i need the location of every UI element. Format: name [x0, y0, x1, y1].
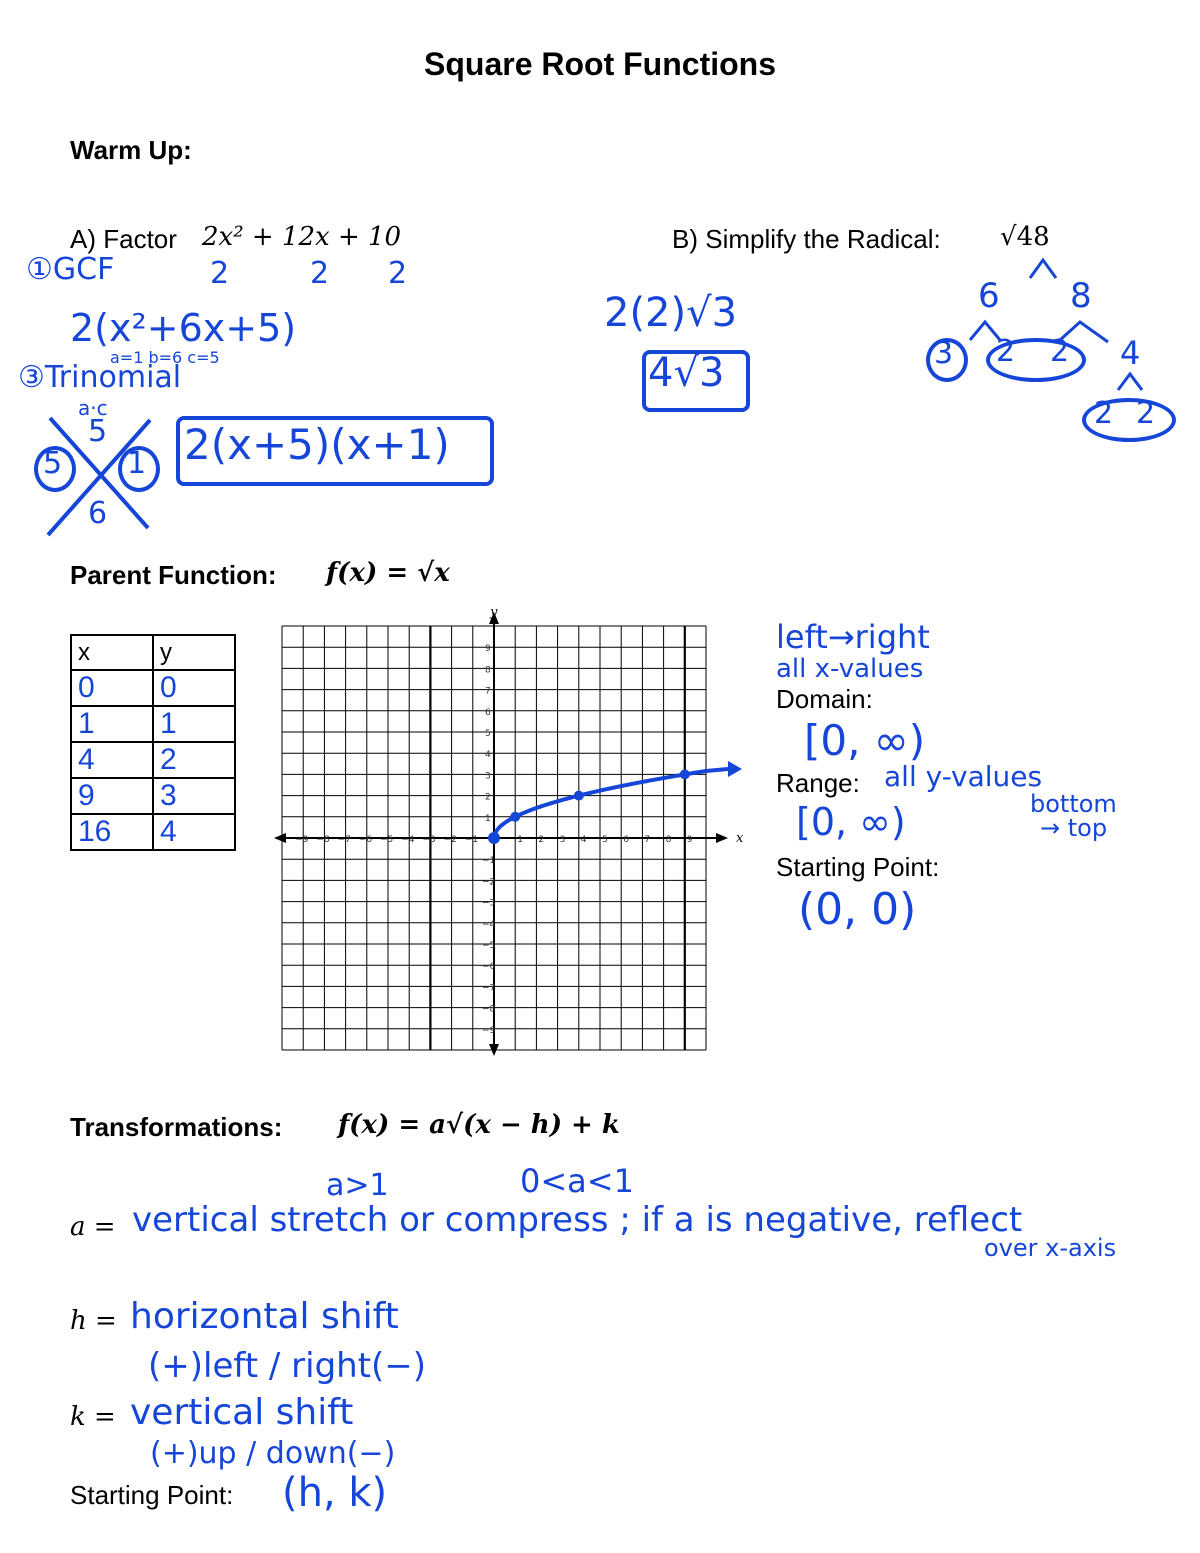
hw-range-note-2: bottom [1030, 790, 1117, 818]
x-tick-label: −5 [380, 835, 394, 845]
y-tick-label: −3 [482, 898, 496, 909]
hw-range-note: all y-values [884, 760, 1043, 793]
x-tick-label: 1 [517, 835, 523, 845]
data-point [574, 791, 584, 801]
x-axis-arrow [716, 833, 728, 843]
tree-factor-8: 8 [1070, 276, 1092, 316]
table-cell: 16 [71, 814, 153, 850]
hw-k-description: vertical shift [130, 1392, 354, 1433]
y-tick-label: −6 [482, 962, 496, 973]
a-label: a = [70, 1212, 116, 1242]
data-point [510, 812, 520, 822]
hw-gcf-result: 2(x²+6x+5) [70, 306, 297, 350]
hw-factored-answer: 2(x+5)(x+1) [184, 420, 450, 469]
problem-b-expression: √48 [1000, 222, 1050, 252]
hw-ac-label: a·c [78, 396, 108, 420]
x-tick-label: −8 [316, 835, 330, 845]
curve-arrowhead [728, 761, 742, 777]
hw-range-value: [0, ∞) [796, 800, 906, 844]
hw-k-description-2: (+)up / down(−) [150, 1436, 396, 1471]
hw-a-greater-1: a>1 [326, 1168, 389, 1203]
hw-radical-work: 2(2)√3 [604, 290, 738, 336]
hw-abc-values: a=1 b=6 c=5 [110, 348, 220, 367]
x-axis-arrow-left [274, 833, 286, 843]
hw-a-description: vertical stretch or compress ; if a is negative, reflect [132, 1200, 1023, 1240]
hw-h-description-2: (+)left / right(−) [148, 1346, 427, 1386]
x-tick-label: −6 [358, 835, 373, 845]
starting-point-label: Starting Point: [776, 852, 940, 882]
hw-x-right: 1 [127, 446, 147, 481]
problem-a-expression: 2x² + 12x + 10 [202, 222, 402, 252]
x-tick-label: 7 [644, 835, 651, 845]
table-cell: 0 [71, 670, 153, 706]
tree-factor-2b: 2 [1050, 334, 1070, 369]
problem-b-label: B) Simplify the Radical: [672, 224, 941, 254]
x-tick-label: 4 [580, 835, 587, 845]
hw-divisor-2: 2 [310, 256, 330, 291]
problem-a-label: A) Factor [70, 224, 177, 254]
hw-domain-note-2: all x-values [776, 654, 924, 684]
hw-divisor-3: 2 [388, 256, 408, 291]
hw-step-trinomial: ③Trinomial [18, 360, 182, 395]
tree-factor-2a: 2 [996, 334, 1016, 369]
hw-x-top: 5 [88, 414, 108, 449]
y-tick-label: 8 [485, 665, 491, 676]
x-tick-label: −4 [401, 835, 415, 845]
hw-divisor-1: 2 [210, 256, 230, 291]
x-axis-label: x [736, 831, 744, 846]
hw-range-note-3: → top [1040, 814, 1108, 842]
hw-domain-value: [0, ∞) [804, 716, 926, 765]
x-tick-label: −1 [464, 835, 479, 845]
tree-top-caret [1038, 246, 1055, 270]
tree-factor-4: 4 [1120, 334, 1141, 372]
curve-arrow-line [706, 769, 728, 771]
hw-domain-note-1: left→right [776, 618, 930, 656]
y-tick-label: −1 [482, 856, 496, 867]
domain-label: Domain: [776, 684, 873, 714]
y-tick-label: 1 [485, 813, 491, 824]
table-cell: 1 [153, 706, 235, 742]
y-tick-label: −8 [482, 1004, 496, 1015]
table-header-x: x [71, 635, 153, 670]
x-tick-label: 3 [559, 835, 566, 845]
table-cell: 2 [153, 742, 235, 778]
coordinate-grid [280, 604, 744, 1060]
tree-factor-2d: 2 [1136, 396, 1156, 431]
hw-x-left: 5 [43, 446, 63, 481]
transformations-formula: f(x) = a√(x − h) + k [338, 1110, 620, 1140]
h-label: h = [70, 1306, 117, 1336]
y-tick-label: 7 [485, 686, 491, 697]
x-tick-label: 8 [665, 835, 672, 845]
x-tick-label: 9 [686, 835, 693, 845]
x-tick-label: −2 [443, 835, 457, 845]
y-tick-label: 2 [485, 792, 491, 803]
data-point [680, 769, 690, 779]
parent-heading: Parent Function: [70, 560, 277, 590]
y-tick-label: 4 [485, 750, 491, 761]
hw-a-description-2: over x-axis [984, 1234, 1117, 1262]
x-tick-label: 6 [623, 835, 629, 845]
table-cell: 0 [153, 670, 235, 706]
range-label: Range: [776, 768, 860, 798]
table-cell: 3 [153, 778, 235, 814]
y-tick-label: −4 [482, 919, 496, 930]
y-tick-label: 9 [485, 644, 491, 655]
y-tick-label: 6 [485, 707, 491, 718]
table-cell: 1 [71, 706, 153, 742]
k-label: k = [70, 1402, 116, 1432]
hw-x-bottom: 6 [88, 496, 108, 531]
table-cell: 9 [71, 778, 153, 814]
tree-factor-3: 3 [934, 336, 954, 371]
hw-a-between: 0<a<1 [520, 1162, 634, 1200]
y-tick-label: 3 [485, 771, 491, 782]
warmup-heading: Warm Up: [70, 135, 192, 165]
y-tick-label: −5 [482, 941, 496, 951]
x-tick-label: 5 [602, 835, 608, 845]
hw-starting-point: (0, 0) [798, 884, 917, 935]
hw-step-gcf: ①GCF [26, 252, 115, 287]
hw-h-description: horizontal shift [130, 1296, 399, 1337]
table-cell: 4 [153, 814, 235, 850]
page-title: Square Root Functions [424, 46, 776, 82]
xy-table [70, 634, 236, 851]
y-tick-label: −7 [482, 983, 496, 994]
y-axis-label: y [490, 605, 498, 620]
x-tick-label: −7 [337, 835, 351, 845]
table-cell: 4 [71, 742, 153, 778]
data-point [488, 832, 500, 844]
hw-start-hk: (h, k) [282, 1470, 388, 1516]
transform-starting-point-label: Starting Point: [70, 1480, 234, 1510]
y-tick-label: 5 [485, 729, 491, 739]
transformations-heading: Transformations: [70, 1112, 283, 1142]
x-tick-label: 2 [538, 835, 545, 845]
tree-factor-6: 6 [978, 276, 1000, 316]
hw-radical-answer: 4√3 [648, 350, 725, 396]
x-tick-label: −9 [295, 835, 309, 845]
tree-factor-2c: 2 [1094, 396, 1114, 431]
y-tick-label: −9 [482, 1025, 496, 1036]
table-header-y: y [153, 635, 235, 670]
x-tick-label: −3 [422, 835, 436, 845]
y-tick-label: −2 [482, 877, 496, 888]
parent-formula: f(x) = √x [326, 558, 450, 588]
